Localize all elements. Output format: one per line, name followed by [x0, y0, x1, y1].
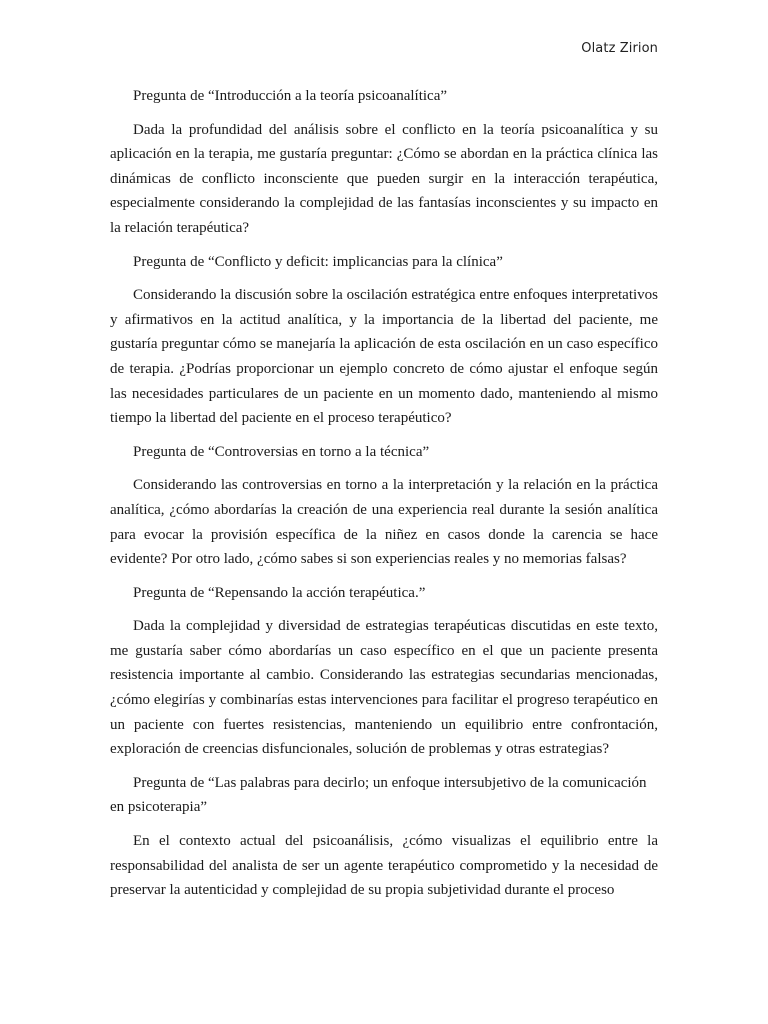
author-name: Olatz Zirion	[581, 41, 658, 56]
question-paragraph: Considerando las controversias en torno a la interpretación y la relación en la práctica analítica, ¿cómo abordarías la creación de una experiencia real durante la sesión analítica para evocar la provisión específica de la niñez en casos donde la carencia se hace evidente? Por otro lado, ¿cómo sabes si son experiencias reales y no memorias falsas?	[110, 477, 658, 568]
question-paragraph: Dada la complejidad y diversidad de estrategias terapéuticas discutidas en este texto, me gustaría saber cómo abordarías un caso específico en el que un paciente presenta resistencia importante al cambio. Considerando las estrategias secundarias mencionadas, ¿cómo elegirías y combinarías estas intervenciones para facilitar el progreso terapéutico en un paciente con fuertes resistencias, manteniendo un equilibrio entre confrontación, exploración de creencias disfuncionales, solución de problemas y otras estrategias?	[110, 618, 658, 758]
question-heading: Pregunta de “Conflicto y deficit: implicancias para la clínica”	[133, 253, 503, 270]
question-heading: Pregunta de “Introducción a la teoría psicoanalítica”	[133, 88, 448, 104]
question-heading: Pregunta de “Repensando la acción terapéutica.”	[133, 584, 426, 601]
question-paragraph: Considerando la discusión sobre la oscilación estratégica entre enfoques interpretativos y afirmativos en la actitud analítica, y la importancia de la libertad del paciente, me gustaría preguntar cómo se manejaría la aplicación de esta oscilación en un caso específico de terapia. ¿Podrías proporcionar un ejemplo concreto de cómo ajustar el enfoque según las necesidades particulares de un paciente en un momento dado, manteniendo al mismo tiempo la libertad del paciente en el proceso terapéutico?	[110, 287, 658, 427]
question-paragraph: Dada la profundidad del análisis sobre el conflicto en la teoría psicoanalítica y su aplicación en la terapia, me gustaría preguntar: ¿Cómo se abordan en la práctica clínica las dinámicas de conflicto inconsciente que pueden surgir en la interacción terapéutica, especialmente considerando la complejidad de las fantasías inconscientes y su impacto en la relación terapéutica?	[110, 121, 658, 236]
question-paragraph: En el contexto actual del psicoanálisis, ¿cómo visualizas el equilibrio entre la responsabilidad del analista de ser un agente terapéutico comprometido y la necesidad de preservar la autenticidad y complejidad de su propia subjetividad durante el proceso	[110, 833, 658, 899]
question-heading: Pregunta de “Las palabras para decirlo; un enfoque intersubjetivo de la comunicación en psicoterapia”	[110, 774, 647, 816]
question-heading: Pregunta de “Controversias en torno a la técnica”	[133, 443, 430, 460]
document-body	[110, 84, 658, 912]
